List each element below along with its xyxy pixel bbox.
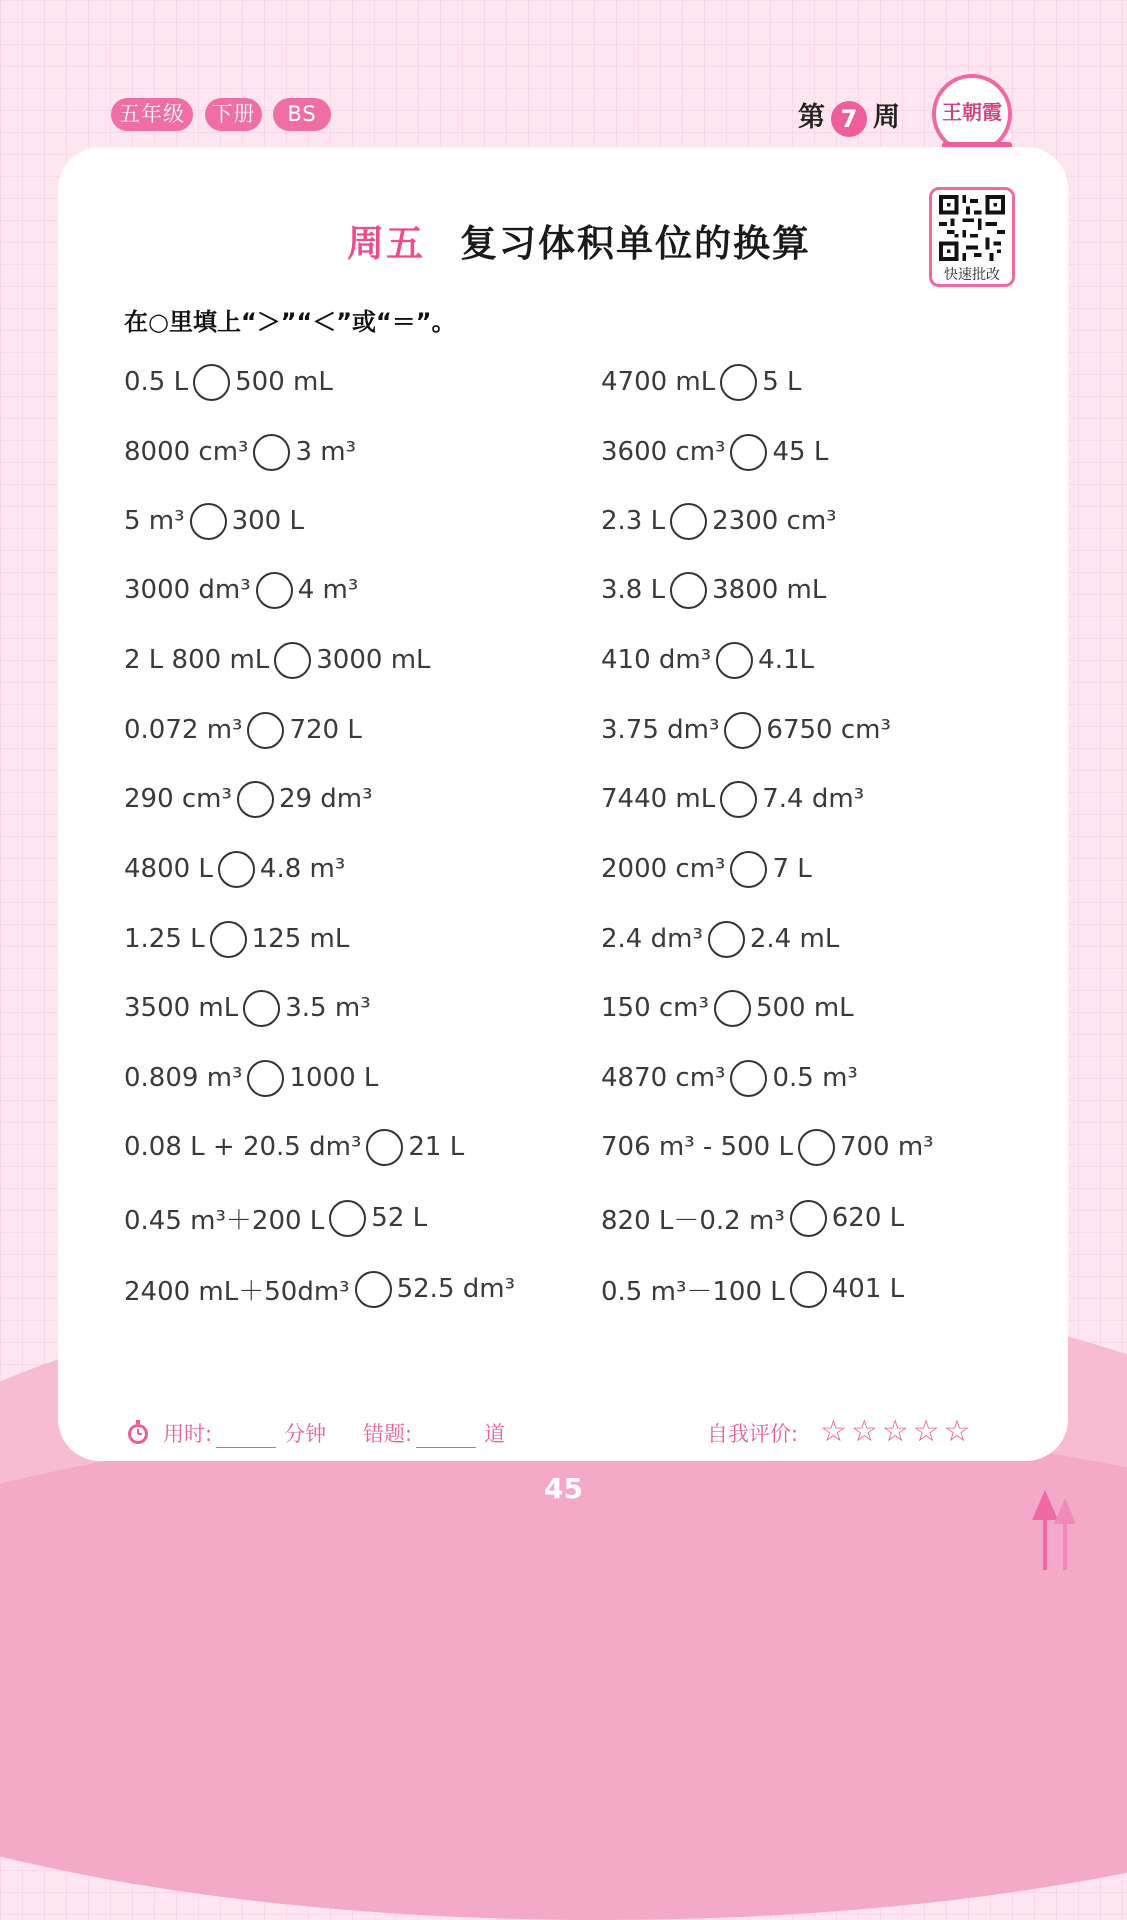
answer-circle[interactable] [355,1271,392,1308]
right-expression: 52.5 dm³ [396,1274,516,1304]
comparison-item [124,1125,464,1169]
right-expression: 620 L [831,1203,905,1233]
answer-circle[interactable] [798,1129,835,1166]
comparison-item [601,917,839,961]
left-expression: 2.3 L [601,506,666,536]
right-expression: 2300 cm³ [712,506,837,536]
left-expression: 7440 mL [601,784,716,814]
left-expression: 4700 mL [601,367,716,397]
answer-circle[interactable] [670,572,707,609]
answer-circle[interactable] [247,712,284,749]
right-expression: 0.5 m³ [772,1063,858,1093]
right-expression: 29 dm³ [278,784,373,814]
answer-circle[interactable] [247,1060,284,1097]
time-used [163,1418,326,1448]
right-expression: 3000 mL [316,645,431,675]
left-expression: 0.5 L [124,367,189,397]
stopwatch-icon [124,1418,152,1446]
answer-circle[interactable] [790,1200,827,1237]
answer-circle[interactable] [274,642,311,679]
comparison-item [601,708,891,752]
comparison-item [124,360,333,404]
left-expression: 2.4 dm³ [601,924,703,954]
comparison-item [124,568,358,612]
edition-tag: BS [273,98,331,131]
left-expression: 4800 L [124,854,213,884]
left-expression: 3600 cm³ [601,437,726,467]
comparison-item [124,638,431,682]
week-suffix: 周 [873,102,900,133]
qr-label: 快速批改 [944,267,1000,283]
left-expression: 0.45 m³＋200 L [124,1205,325,1236]
left-expression: 3.8 L [601,575,666,605]
left-expression: 706 m³ - 500 L [601,1132,793,1162]
right-expression: 300 L [231,506,304,536]
comparison-item [124,1056,378,1100]
answer-circle[interactable] [253,434,290,471]
time-unit: 分钟 [284,1422,327,1446]
comparison-item [124,986,371,1030]
answer-circle[interactable] [730,434,767,471]
left-expression: 410 dm³ [601,645,712,675]
right-expression: 3.5 m³ [285,993,371,1023]
comparison-item [601,847,812,891]
right-expression: 3800 mL [712,575,827,605]
comparison-item [601,986,854,1030]
left-expression: 0.809 m³ [124,1063,243,1093]
self-eval-label: 自我评价: [707,1422,799,1446]
right-expression: 4.1L [758,645,814,675]
title-topic: 复习体积单位的换算 [460,222,811,265]
answer-circle[interactable] [193,364,230,401]
left-expression: 0.072 m³ [124,715,243,745]
answer-circle[interactable] [366,1129,403,1166]
answer-circle[interactable] [790,1271,827,1308]
answer-circle[interactable] [720,781,757,818]
right-expression: 401 L [831,1274,905,1304]
qr-code-icon[interactable] [938,195,1006,261]
comparison-item [124,499,304,543]
left-expression: 8000 cm³ [124,437,249,467]
right-expression: 45 L [772,437,829,467]
right-expression: 3 m³ [295,437,357,467]
comparison-item [124,1196,427,1240]
comparison-item [601,777,864,821]
right-expression: 21 L [408,1132,465,1162]
error-count [363,1418,505,1448]
answer-circle[interactable] [190,503,227,540]
left-expression: 4870 cm³ [601,1063,726,1093]
errors-label: 错题: [363,1422,413,1446]
comparison-item [601,360,802,404]
answer-circle[interactable] [730,1060,767,1097]
answer-circle[interactable] [730,851,767,888]
left-expression: 5 m³ [124,506,185,536]
right-expression: 4.8 m³ [259,854,346,884]
right-expression: 5 L [762,367,802,397]
comparison-item [124,917,349,961]
comparison-item [601,1196,904,1240]
seal-text: 王朝霞 [942,100,1002,124]
left-expression: 820 L－0.2 m³ [601,1205,785,1236]
answer-circle[interactable] [670,503,707,540]
comparison-item [601,638,814,682]
comparison-item [601,499,837,543]
grade-tag: 五年级 [111,98,193,131]
time-blank[interactable] [216,1427,276,1448]
rating-stars[interactable]: ☆☆☆☆☆ [820,1414,975,1449]
week-number: 7 [831,101,867,137]
left-expression: 3.75 dm³ [601,715,720,745]
comparison-item [124,708,362,752]
left-expression: 2000 cm³ [601,854,726,884]
week-prefix: 第 [798,102,825,133]
title-day: 周五 [347,222,425,265]
comparison-item [124,847,345,891]
right-expression: 720 L [289,715,362,745]
left-expression: 0.08 L + 20.5 dm³ [124,1132,362,1162]
answer-circle[interactable] [716,642,753,679]
left-expression: 150 cm³ [601,993,709,1023]
comparison-item [124,1267,515,1311]
right-expression: 6750 cm³ [766,715,891,745]
right-expression: 700 m³ [839,1132,934,1162]
comparison-item [124,777,373,821]
answer-circle[interactable] [237,781,274,818]
answer-circle[interactable] [724,712,761,749]
instruction: 在○里填上“＞”“＜”或“＝”。 [124,308,456,336]
answer-circle[interactable] [720,364,757,401]
time-label: 用时: [163,1422,213,1446]
answer-circle[interactable] [329,1200,366,1237]
left-expression: 290 cm³ [124,784,232,814]
volume-tag: 下册 [205,98,262,131]
right-expression: 125 mL [251,924,350,954]
week-label [798,98,900,138]
comparison-item [601,1267,904,1311]
errors-unit: 道 [484,1422,506,1446]
right-expression: 500 mL [235,367,333,397]
right-expression: 2.4 mL [749,924,840,954]
answer-circle[interactable] [708,921,745,958]
errors-blank[interactable] [416,1427,476,1448]
right-expression: 7.4 dm³ [762,784,865,814]
answer-circle[interactable] [218,851,255,888]
right-expression: 1000 L [289,1063,379,1093]
left-expression: 3500 mL [124,993,239,1023]
comparison-item [124,430,356,474]
page-number: 45 [544,1472,583,1505]
left-expression: 2400 mL＋50dm³ [124,1276,350,1307]
right-expression: 7 L [772,854,812,884]
left-expression: 2 L 800 mL [124,645,270,675]
comparison-item [601,1125,934,1169]
comparison-item [601,568,826,612]
comparison-item [601,430,828,474]
left-expression: 3000 dm³ [124,575,251,605]
left-expression: 1.25 L [124,924,205,954]
answer-circle[interactable] [256,572,293,609]
right-expression: 500 mL [755,993,854,1023]
answer-circle[interactable] [714,990,751,1027]
left-expression: 0.5 m³－100 L [601,1276,785,1307]
comparison-item [601,1056,858,1100]
answer-circle[interactable] [210,921,247,958]
answer-circle[interactable] [243,990,280,1027]
right-expression: 52 L [371,1203,428,1233]
right-expression: 4 m³ [297,575,359,605]
